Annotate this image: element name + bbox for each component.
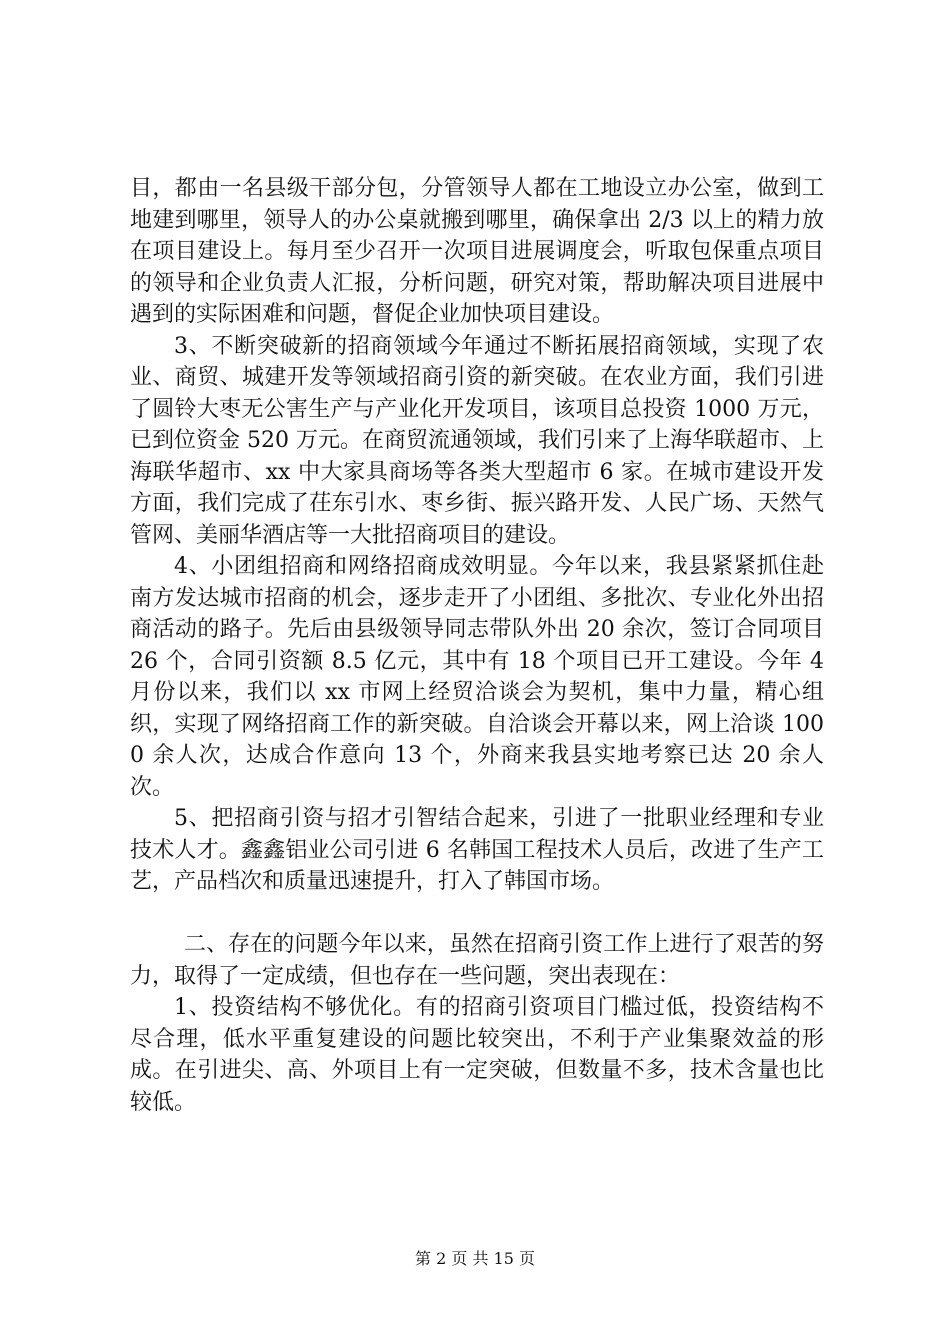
page-footer: 第 2 页 共 15 页 <box>415 1249 535 1268</box>
paragraph-continuation: 目，都由一名县级干部分包，分管领导人都在工地设立办公室，做到工地建到哪里，领导人的办公桌就搬到哪里，确保拿出 2/3 以上的精力放在项目建设上。每月至少召开一次项目进展调度会，听取包保重点项目的领导和企业负责人汇报，分析问题，研究对策，帮助解决项目进展中遇到的实际困难和问题，督促企业加快项目建设。 <box>130 176 824 327</box>
paragraph-item-4: 4、小团组招商和网络招商成效明显。今年以来，我县紧紧抓住赴南方发达城市招商的机会，逐步走开了小团组、多批次、专业化外出招商活动的路子。先后由县级领导同志带队外出 20 余次，签订合同项目 26 个，合同引资额 8.5 亿元，其中有 18 个项目已开工建设。今年 4 月份以来，我们以 xx 市网上经贸洽谈会为契机，集中力量，精心组织，实现了网络招商工作的新突破。自洽谈会开幕以来，网上洽谈 1000 余人次，达成合作意向 13 个，外商来我县实地考察已达 20 余人次。 <box>130 554 824 800</box>
document-body <box>130 173 824 1118</box>
section-heading-problems: 二、存在的问题今年以来，虽然在招商引资工作上进行了艰苦的努力，取得了一定成绩，但也存在一些问题，突出表现在： <box>130 932 824 989</box>
paragraph-problem-1: 1、投资结构不够优化。有的招商引资项目门槛过低，投资结构不尽合理，低水平重复建设的问题比较突出，不利于产业集聚效益的形成。在引进尖、高、外项目上有一定突破，但数量不多，技术含量也比较低。 <box>130 995 824 1115</box>
paragraph-spacer <box>130 898 824 930</box>
paragraph-item-5: 5、把招商引资与招才引智结合起来，引进了一批职业经理和专业技术人才。鑫鑫铝业公司引进 6 名韩国工程技术人员后，改进了生产工艺，产品档次和质量迅速提升，打入了韩国市场。 <box>130 806 824 894</box>
paragraph-item-3: 3、不断突破新的招商领域今年通过不断拓展招商领域，实现了农业、商贸、城建开发等领域招商引资的新突破。在农业方面，我们引进了圆铃大枣无公害生产与产业化开发项目，该项目总投资 1000 万元，已到位资金 520 万元。在商贸流通领域，我们引来了上海华联超市、上海联华超市、xx 中大家具商场等各类大型超市 6 家。在城市建设开发方面，我们完成了茌东引水、枣乡街、振兴路开发、人民广场、天然气管网、美丽华酒店等一大批招商项目的建设。 <box>130 333 824 548</box>
